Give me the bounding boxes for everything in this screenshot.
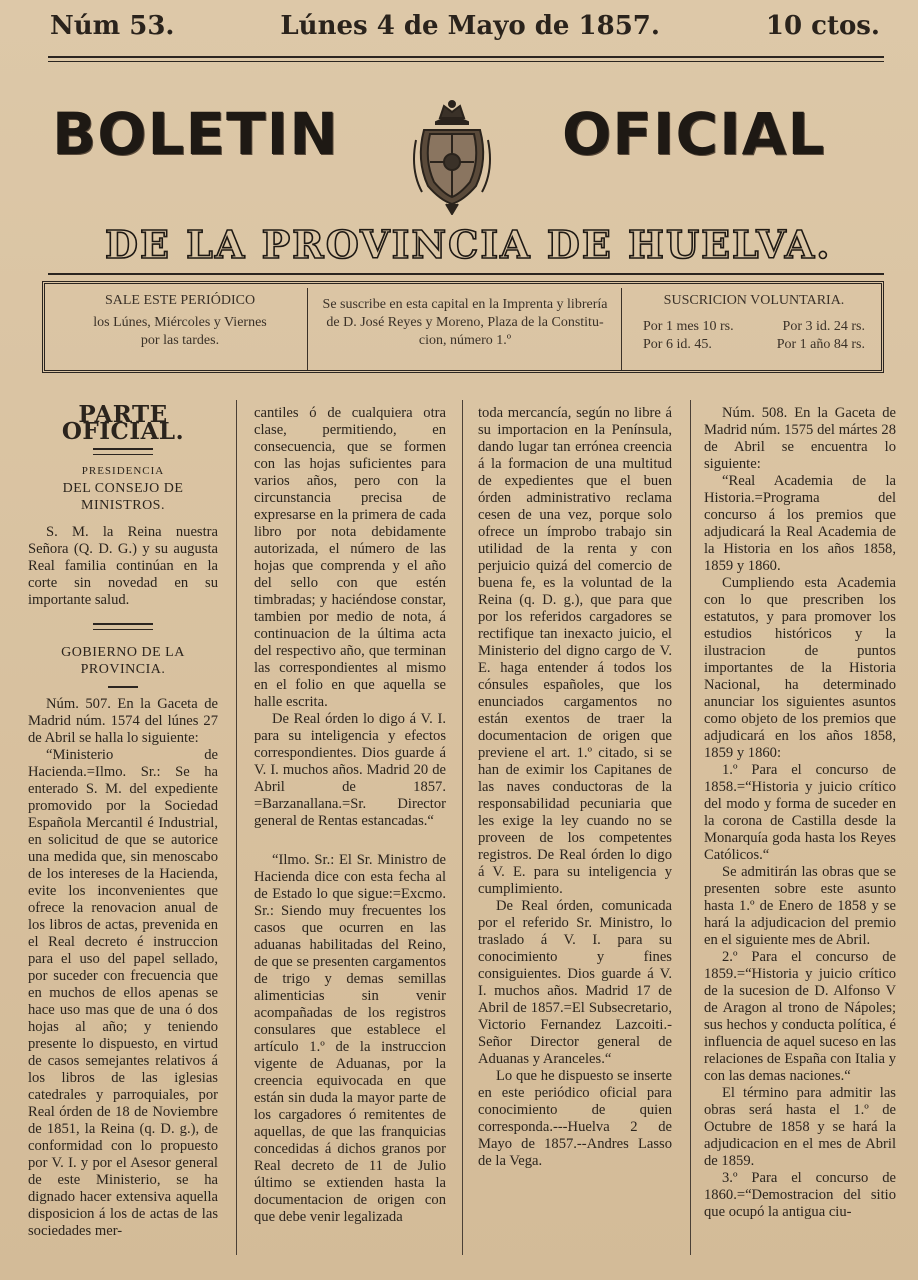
publication-days-line1: los Lúnes, Miércoles y Viernes	[93, 315, 267, 330]
issue-price: 10 ctos.	[765, 11, 880, 41]
title-left: BOLETIN	[52, 100, 339, 168]
column-4	[704, 405, 896, 1221]
gobierno-heading: GOBIERNO DE LA PROVINCIA.	[61, 645, 185, 677]
subscription-prices	[629, 292, 879, 354]
paragraph: Núm. 507. En la Gaceta de Madrid núm. 1574 del lúnes 27 de Abril se halla lo siguiente:	[28, 696, 218, 746]
publication-days-line2: por las tardes.	[140, 333, 220, 348]
paragraph: Cumpliendo esta Academia con lo que prescriben los estatutos, y para promover los estudios históricos y la ilustracion de puntos importantes de la Historia Nacional, ha determinado anunciar los siguientes asuntos como objeto de los premios que adjudicará en los años 1858, 1859 y 1860:	[704, 575, 896, 761]
paragraph: 3.º Para el concurso de 1860.=“Demostracion del sitio que ocupó la antigua ciu-	[704, 1170, 896, 1220]
short-divider	[108, 686, 138, 688]
paragraph: toda mercancía, según no libre á su importacion en la Península, dando lugar tan errónea creencia á la formacion de una multitud de expedientes que el buen órden administrativo reclama cesen de una vez, porque solo ofrece un ímprobo trabajo sin utilidad de la renta y con perjuicio quizá del comercio de buena fe, es la voluntad de la Reina (q. D. g.), que para que por los referidos cargadores se rectifique tan inexacto juicio, el Ministerio del digno cargo de V. E. haga entender á todos los cónsules españoles, que los enunciados cargamentos no están exentos de traer la documentacion de origen que previene el art. 1.º citado, si se han de eximir los Capitanes de las naves conductoras de la responsabilidad pecuniaria que les exige la ley cuando no se proveen de los competentes registros. De Real órden lo digo á V. E. para su inteligencia y cumplimiento.	[478, 405, 672, 897]
subscription-place-line3: cion, número 1.º	[418, 333, 512, 348]
price-three-months: Por 3 id. 24 rs.	[782, 319, 865, 334]
section-heading-parte-oficial: PARTE OFICIAL.	[61, 401, 185, 445]
column-rule	[236, 400, 237, 1255]
column-1	[28, 400, 218, 1240]
price-row	[629, 318, 879, 336]
paragraph: Se admitirán las obras que se presenten sobre este asunto hasta 1.º de Enero de 1858 y se hará la adjudicacion del premio en el siguiente mes de Abril.	[704, 864, 896, 948]
paragraph: Núm. 508. En la Gaceta de Madrid núm. 1575 del mártes 28 de Abril se encuentra lo siguiente:	[704, 405, 896, 472]
presidencia-label: PRESIDENCIA	[81, 465, 165, 477]
publication-days	[55, 292, 305, 350]
publication-days-title: SALE ESTE PERIÓDICO	[104, 293, 256, 308]
price-one-month: Por 1 mes 10 rs.	[643, 319, 734, 334]
subscription-place-line2: de D. José Reyes y Moreno, Plaza de la Constitu-	[326, 315, 604, 330]
paragraph: De Real órden, comunicada por el referido Sr. Ministro, lo traslado á V. I. para su conocimiento y fines consiguientes. Dios guarde á V. I. muchos años. Madrid 17 de Abril de 1857.=El Subsecretario, Victorio Fernandez Lazcoiti.-Señor Director general de Aduanas y Aranceles.“	[478, 898, 672, 1067]
ornament-divider	[93, 448, 153, 455]
top-rule-thin	[48, 61, 884, 62]
subscription-place-line1: Se suscribe en esta capital en la Imprenta y librería	[322, 297, 608, 312]
paragraph: “Ministerio de Hacienda.=Ilmo. Sr.: Se ha enterado S. M. del expediente promovido por la Sociedad Española Mercantil é Industrial, en solicitud de que se autorice una medida que, sin menoscabo de los intereses de la Hacienda, evite los inconvenientes que ofrece la renovacion anual de los libros de actas, prevenida en el Real decreto é instruccion para el uso del papel sellado, por suceder con frecuencia que en muchos de ellos apenas se hace uso mas que de una ó dos hojas al año; y teniendo presente lo dispuesto, en virtud de casos semejantes relativos á los libros de las iglesias catedrales y parroquiales, por Real órden de 18 de Noviembre de 1851, la Reina (q. D. g.), de conformidad con lo propuesto por V. I. y por el Asesor general de este Ministerio, se ha dignado hacer extensiva aquella disposicion á los de actas de las sociedades mer-	[28, 747, 218, 1239]
paragraph: Lo que he dispuesto se inserte en este periódico oficial para conocimiento de quien corresponda.---Huelva 2 de Mayo de 1857.--Andres Lasso de la Vega.	[478, 1068, 672, 1169]
column-rule	[462, 400, 463, 1255]
top-rule	[48, 56, 884, 58]
paragraph: “Ilmo. Sr.: El Sr. Ministro de Hacienda dice con esta fecha al de Estado lo que sigue:=Excmo. Sr.: Siendo muy frecuentes los casos que ocurren en las aduanas habilitadas del Reino, de que se presenten cargamentos de trigo y demas semillas alimenticias sin venir acompañadas de los registros consulares que establece el artículo 1.º de la instruccion vigente de Aduanas, por la creencia equivocada en que están sin duda la mayor parte de los cargadores ó remitentes de aquellas, de que las franquicias concedidas á dichos granos por Real decreto de 11 de Julio último se extienden hasta la documentacion de origen con que debe venir legalizada	[254, 852, 446, 1225]
title-subtitle: DE LA PROVINCIA DE HUELVA.	[105, 222, 832, 267]
column-3	[478, 405, 672, 1170]
paragraph: cantiles ó de cualquiera otra clase, permitiendo, en consecuencia, que se formen con las hojas suficientes para varios años, pero con la circunstancia precisa de expresarse en la primera de cada libro por nota debidamente autorizada, el número de las hojas que comprenda y el año del sello con que estén timbradas; y haciéndose constar, tambien por medio de nota, á continuacion de la última acta del respectivo año, que terminan las correspondientes al mismo en el folio en que aquella se halle escrita.	[254, 405, 446, 710]
subscription-info-box	[42, 281, 884, 373]
subtitle-rule	[48, 273, 884, 275]
title-right: OFICIAL	[562, 100, 826, 168]
issue-date: Lúnes 4 de Mayo de 1857.	[280, 11, 660, 41]
price-one-year: Por 1 año 84 rs.	[776, 337, 865, 352]
coat-of-arms-icon	[410, 100, 494, 215]
column-rule	[690, 400, 691, 1255]
paragraph: De Real órden lo digo á V. I. para su inteligencia y efectos correspondientes. Dios guarde á V. I. muchos años. Madrid 20 de Abril de 1857. =Barzanallana.=Sr. Director general de Rentas estancadas.“	[254, 711, 446, 829]
column-2	[254, 405, 446, 1226]
subscription-place	[315, 292, 615, 350]
price-six-months: Por 6 id. 45.	[643, 337, 712, 352]
paragraph: 2.º Para el concurso de 1859.=“Historia y juicio crítico de la sucesion de D. Alfonso V de Aragon al trono de Nápoles; sus hechos y conducta política, é influencia de aquel suceso en las relaciones de España con Italia y con las demas naciones.“	[704, 949, 896, 1084]
masthead-line	[50, 0, 880, 52]
subscription-prices-title: SUSCRICION VOLUNTARIA.	[663, 293, 845, 308]
ornament-divider	[93, 623, 153, 630]
info-separator	[307, 288, 308, 370]
paragraph: “Real Academia de la Historia.=Programa del concurso á los premios que adjudicará la Real Academia de la Historia en los años 1858, 1859 y 1860.	[704, 473, 896, 574]
price-row	[629, 336, 879, 354]
paragraph: S. M. la Reina nuestra Señora (Q. D. G.) y su augusta Real familia continúan en la corte sin novedad en su importante salud.	[28, 524, 218, 608]
paragraph: 1.º Para el concurso de 1858.=“Historia y juicio crítico del modo y forma de suceder en la corona de Castilla desde la Monarquía goda hasta los Reyes Católicos.“	[704, 762, 896, 863]
info-separator	[621, 288, 622, 370]
paragraph: El término para admitir las obras será hasta el 1.º de Octubre de 1858 y se hará la adjudicacion en el mes de Abril de 1859.	[704, 1085, 896, 1169]
consejo-heading: DEL CONSEJO DE MINISTROS.	[62, 481, 184, 513]
issue-number: Núm 53.	[50, 11, 175, 41]
